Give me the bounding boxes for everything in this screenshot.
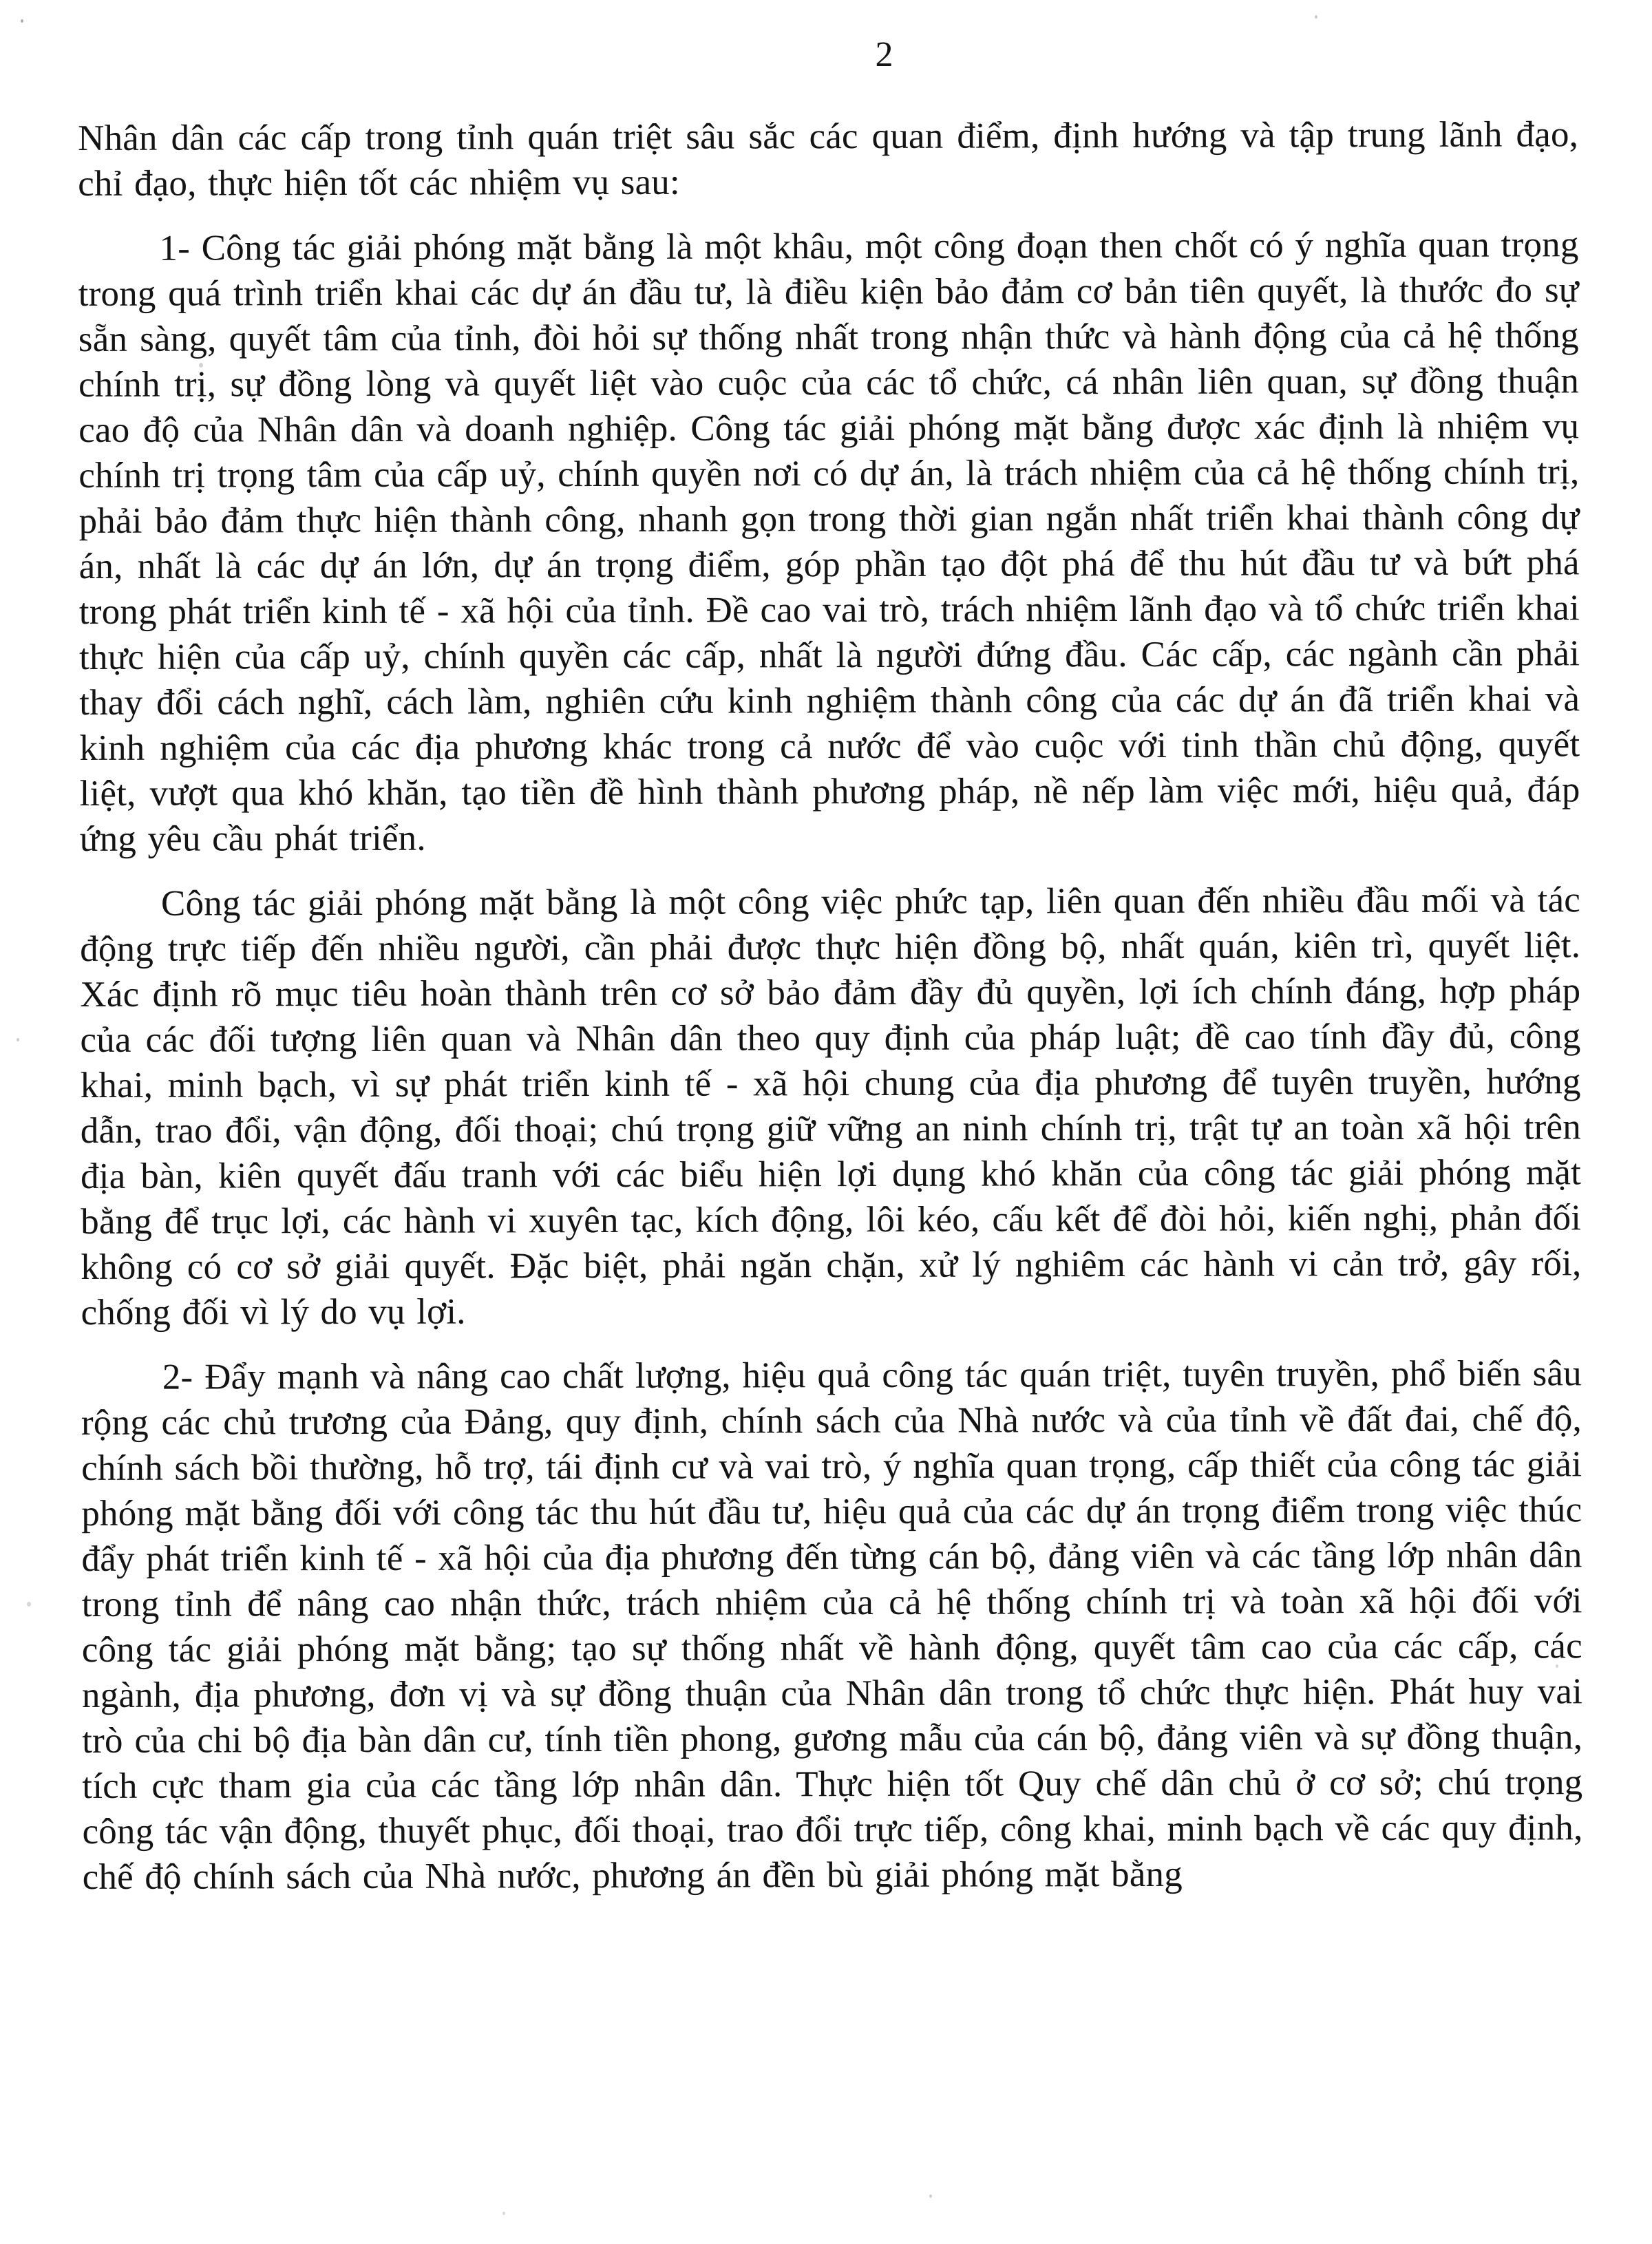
page-number: 2 xyxy=(875,35,894,74)
document-body xyxy=(78,112,1583,1919)
body-paragraph-item-1b: Công tác giải phóng mặt bằng là một công việc phức tạp, liên quan đến nhiều đầu mối và tác động trực tiếp đến nhiều người, cần phải được thực hiện đồng bộ, nhất quán, kiên trì, quyết liệt. Xác định rõ mục tiêu hoàn thành trên cơ sở bảo đảm đầy đủ quyền, lợi ích chính đáng, hợp pháp của các đối tượng liên quan và Nhân dân theo quy định của pháp luật; đề cao tính đầy đủ, công khai, minh bạch, vì sự phát triển kinh tế - xã hội chung của địa phương để tuyên truyền, hướng dẫn, trao đổi, vận động, đối thoại; chú trọng giữ vững an ninh chính trị, trật tự an toàn xã hội trên địa bàn, kiên quyết đấu tranh với các biểu hiện lợi dụng khó khăn của công tác giải phóng mặt bằng để trục lợi, các hành vi xuyên tạc, kích động, lôi kéo, cấu kết để đòi hỏi, kiến nghị, phản đối không có cơ sở giải quyết. Đặc biệt, phải ngăn chặn, xử lý nghiêm các hành vi cản trở, gây rối, chống đối vì lý do vụ lợi. xyxy=(80,880,1582,1333)
body-paragraph-item-2: 2- Đẩy mạnh và nâng cao chất lượng, hiệu quả công tác quán triệt, tuyên truyền, phổ biến sâu rộng các chủ trương của Đảng, quy định, chính sách của Nhà nước và của tỉnh về đất đai, chế độ, chính sách bồi thường, hỗ trợ, tái định cư và vai trò, ý nghĩa quan trọng, cấp thiết của công tác giải phóng mặt bằng đối với công tác thu hút đầu tư, hiệu quả của các dự án trọng điểm trong việc thúc đẩy phát triển kinh tế - xã hội của địa phương đến từng cán bộ, đảng viên và các tầng lớp nhân dân trong tỉnh để nâng cao nhận thức, trách nhiệm của cả hệ thống chính trị và toàn xã hội đối với công tác giải phóng mặt bằng; tạo sự thống nhất về hành động, quyết tâm cao của các cấp, các ngành, địa phương, đơn vị và sự đồng thuận của Nhân dân trong tổ chức thực hiện. Phát huy vai trò của chi bộ địa bàn dân cư, tính tiền phong, gương mẫu của cán bộ, đảng viên và sự đồng thuận, tích cực tham gia của các tầng lớp nhân dân. Thực hiện tốt Quy chế dân chủ ở cơ sở; chú trọng công tác vận động, thuyết phục, đối thoại, trao đổi trực tiếp, công khai, minh bạch về các quy định, chế độ chính sách của Nhà nước, phương án đền bù giải phóng mặt bằng xyxy=(81,1353,1583,1897)
body-paragraph-continuation: Nhân dân các cấp trong tỉnh quán triệt sâu sắc các quan điểm, định hướng và tập trung lãnh đạo, chỉ đạo, thực hiện tốt các nhiệm vụ sau: xyxy=(78,114,1579,204)
body-paragraph-item-1: 1- Công tác giải phóng mặt bằng là một khâu, một công đoạn then chốt có ý nghĩa quan trọng trong quá trình triển khai các dự án đầu tư, là điều kiện bảo đảm cơ bản tiên quyết, là thước đo sự sẵn sàng, quyết tâm của tỉnh, đòi hỏi sự thống nhất trong nhận thức và hành động của cả hệ thống chính trị, sự đồng lòng và quyết liệt vào cuộc của các tổ chức, cá nhân liên quan, sự đồng thuận cao độ của Nhân dân và doanh nghiệp. Công tác giải phóng mặt bằng được xác định là nhiệm vụ chính trị trọng tâm của cấp uỷ, chính quyền nơi có dự án, là trách nhiệm của cả hệ thống chính trị, phải bảo đảm thực hiện thành công, nhanh gọn trong thời gian ngắn nhất triển khai thành công dự án, nhất là các dự án lớn, dự án trọng điểm, góp phần tạo đột phá để thu hút đầu tư và bứt phá trong phát triển kinh tế - xã hội của tỉnh. Đề cao vai trò, trách nhiệm lãnh đạo và tổ chức triển khai thực hiện của cấp uỷ, chính quyền các cấp, nhất là người đứng đầu. Các cấp, các ngành cần phải thay đổi cách nghĩ, cách làm, nghiên cứu kinh nghiệm thành công của các dự án đã triển khai và kinh nghiệm của các địa phương khác trong cả nước để vào cuộc với tinh thần chủ động, quyết liệt, vượt qua khó khăn, tạo tiền đề hình thành phương pháp, nề nếp làm việc mới, hiệu quả, đáp ứng yêu cầu phát triển. xyxy=(78,224,1580,859)
scan-noise-speck xyxy=(21,19,23,23)
